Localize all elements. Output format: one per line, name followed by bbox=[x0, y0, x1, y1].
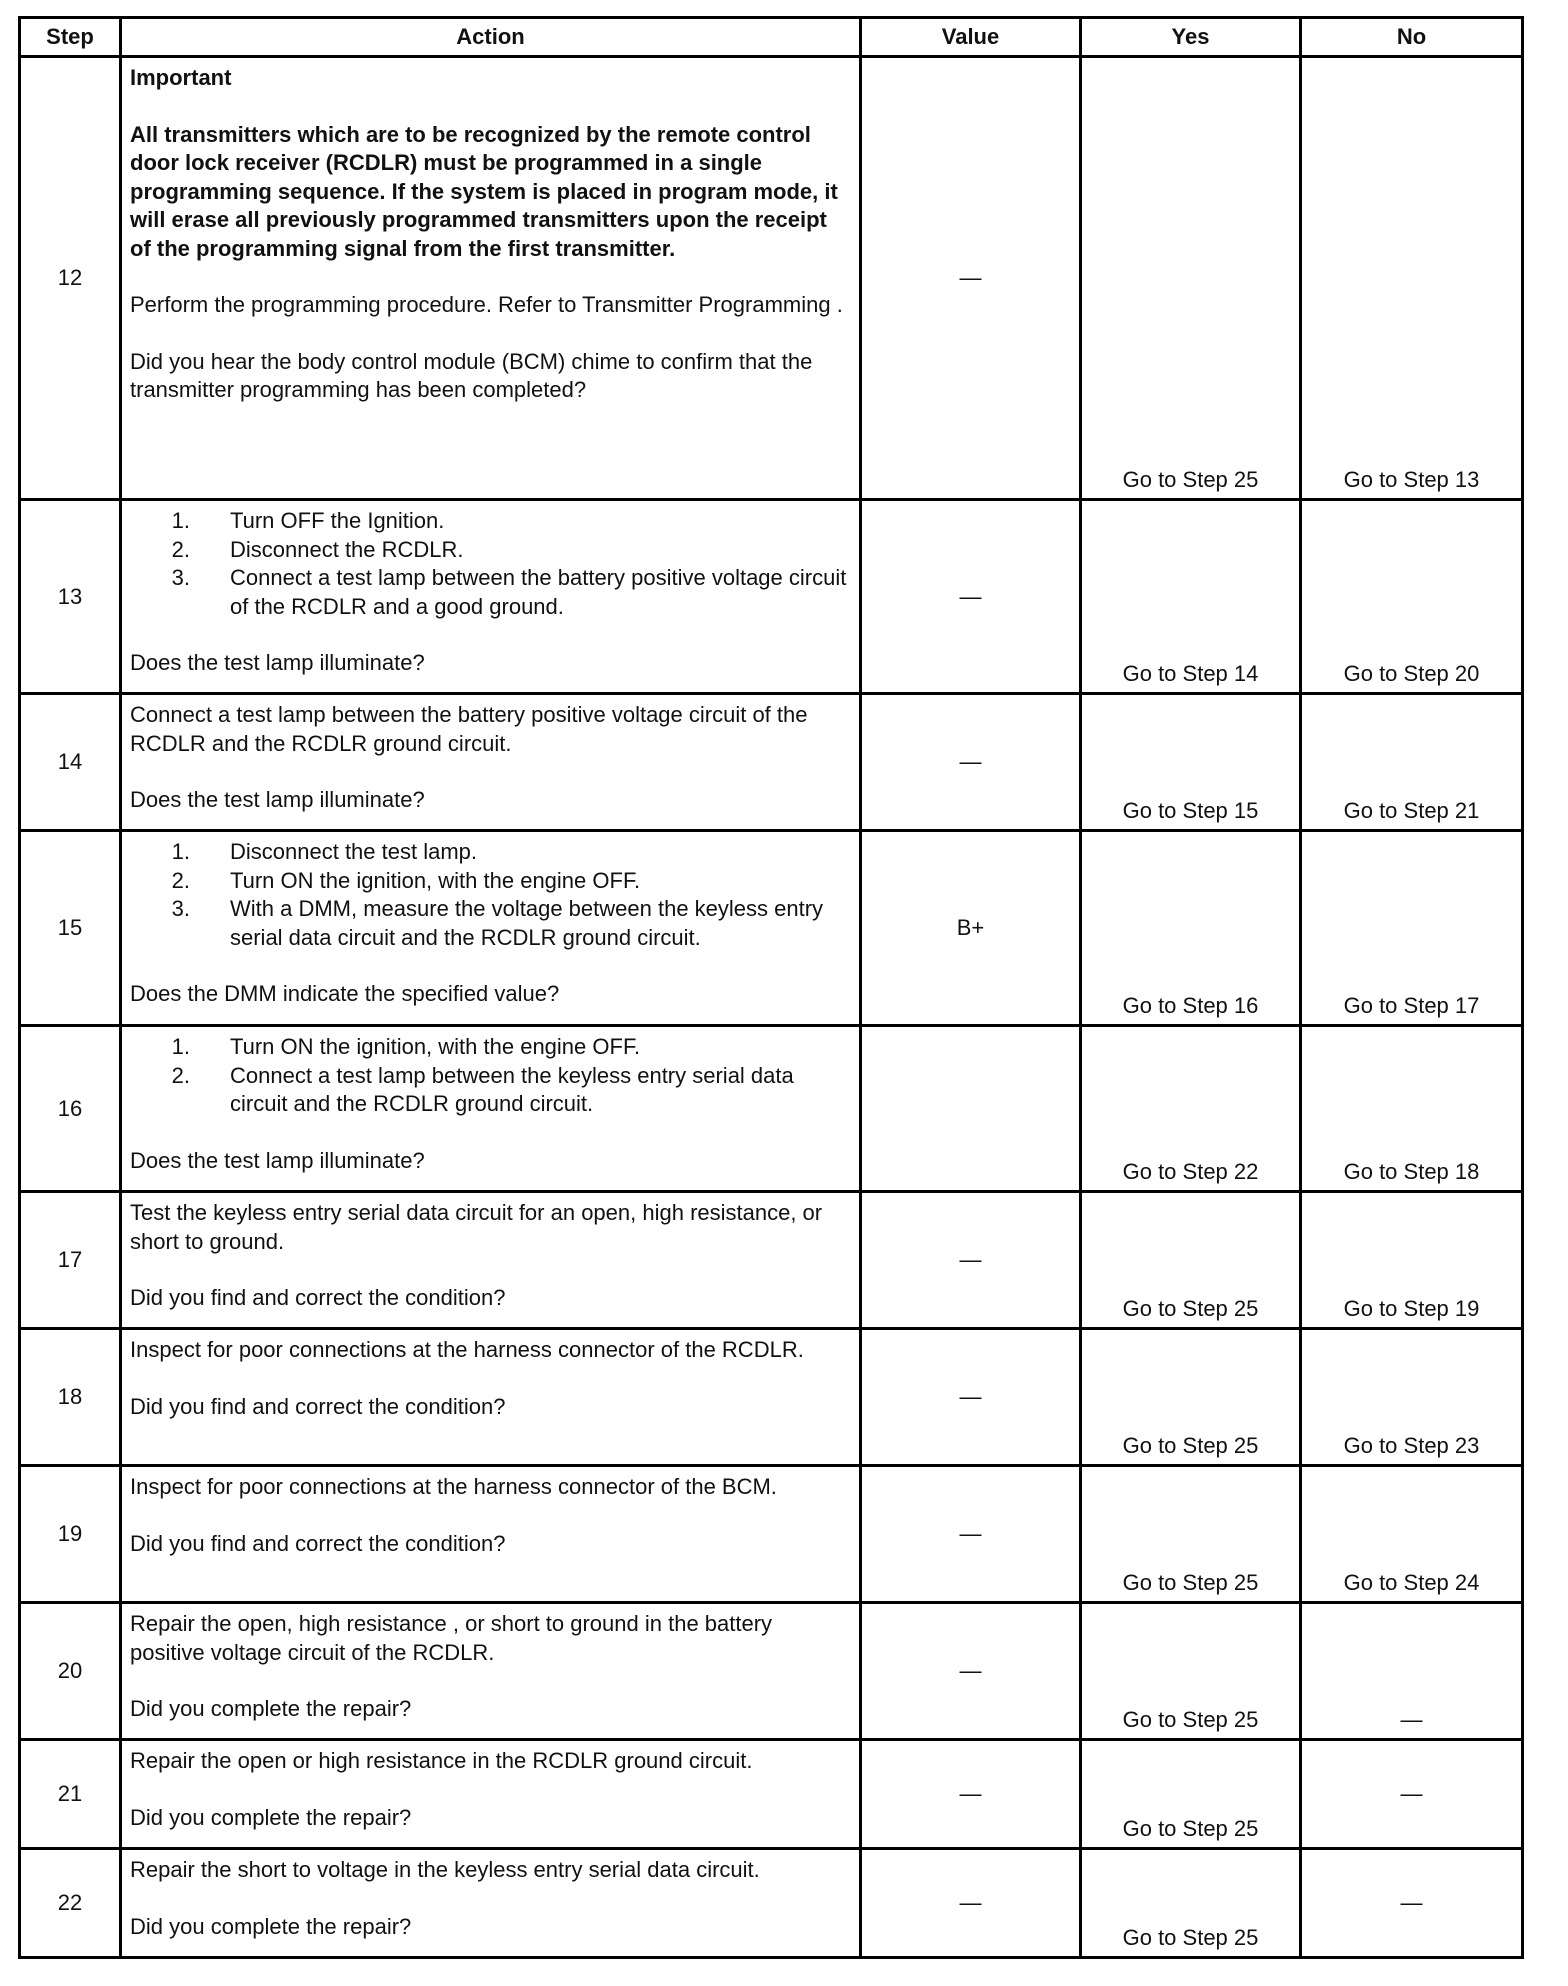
table-row bbox=[20, 694, 1523, 831]
action-cell bbox=[121, 1466, 861, 1603]
value-cell: — bbox=[861, 1740, 1081, 1849]
action-cell bbox=[121, 1026, 861, 1192]
action-cell bbox=[121, 831, 861, 1026]
step-number: 21 bbox=[20, 1740, 121, 1849]
step-number: 14 bbox=[20, 694, 121, 831]
yes-cell: Go to Step 25 bbox=[1081, 1192, 1301, 1329]
action-text: Repair the open, high resistance , or short to ground in the battery positive voltage circuit of the RCDLR. bbox=[130, 1611, 773, 1665]
action-cell bbox=[121, 1849, 861, 1958]
action-text: Inspect for poor connections at the harness connector of the RCDLR. bbox=[130, 1337, 804, 1362]
value-cell: — bbox=[861, 57, 1081, 500]
list-item: 1. Disconnect the test lamp. bbox=[171, 839, 478, 864]
no-cell: Go to Step 19 bbox=[1301, 1192, 1523, 1329]
table-row bbox=[20, 57, 1523, 500]
table-row bbox=[20, 1329, 1523, 1466]
no-cell: Go to Step 20 bbox=[1301, 500, 1523, 694]
header-yes: Yes bbox=[1081, 18, 1301, 57]
yes-cell: Go to Step 16 bbox=[1081, 831, 1301, 1026]
value-cell: — bbox=[861, 1849, 1081, 1958]
header-no: No bbox=[1301, 18, 1523, 57]
action-question: Did you find and correct the condition? bbox=[130, 1285, 506, 1310]
action-question: Did you complete the repair? bbox=[130, 1913, 412, 1939]
header-step: Step bbox=[20, 18, 121, 57]
action-text: Repair the open or high resistance in the RCDLR ground circuit. bbox=[130, 1748, 753, 1773]
yes-cell: Go to Step 15 bbox=[1081, 694, 1301, 831]
action-question: Did you find and correct the condition? bbox=[130, 1530, 506, 1556]
step-number: 16 bbox=[20, 1026, 121, 1192]
table-row bbox=[20, 831, 1523, 1026]
list-item: 3. With a DMM, measure the voltage between the keyless entry serial data circuit and the RCDLR ground circuit. bbox=[171, 896, 824, 950]
no-cell: Go to Step 23 bbox=[1301, 1329, 1523, 1466]
no-cell: — bbox=[1301, 1849, 1523, 1958]
yes-cell: Go to Step 22 bbox=[1081, 1026, 1301, 1192]
action-list bbox=[130, 838, 851, 952]
important-body: All transmitters which are to be recognized by the remote control door lock receiver (RCDLR) must be programmed in a single programming sequence. If the system is placed in program mode, it will erase all previously programmed transmitters upon the receipt of the programming signal from the first transmitter. bbox=[130, 121, 838, 261]
header-action: Action bbox=[121, 18, 861, 57]
list-item: 2. Connect a test lamp between the keyless entry serial data circuit and the RCDLR ground circuit. bbox=[171, 1062, 794, 1116]
no-cell: — bbox=[1301, 1740, 1523, 1849]
list-item: 2. Turn ON the ignition, with the engine OFF. bbox=[171, 867, 641, 893]
yes-cell: Go to Step 25 bbox=[1081, 1466, 1301, 1603]
value-cell: — bbox=[861, 500, 1081, 694]
action-text: Test the keyless entry serial data circuit for an open, high resistance, or short to ground. bbox=[130, 1200, 823, 1254]
value-cell: — bbox=[861, 1192, 1081, 1329]
step-number: 15 bbox=[20, 831, 121, 1026]
action-question: Did you hear the body control module (BCM) chime to confirm that the transmitter programming has been completed? bbox=[130, 348, 813, 402]
action-cell bbox=[121, 500, 861, 694]
yes-cell: Go to Step 25 bbox=[1081, 1849, 1301, 1958]
action-question: Does the test lamp illuminate? bbox=[130, 650, 425, 675]
action-list bbox=[130, 507, 851, 621]
yes-cell: Go to Step 25 bbox=[1081, 1603, 1301, 1740]
no-cell: Go to Step 24 bbox=[1301, 1466, 1523, 1603]
value-cell: — bbox=[861, 1329, 1081, 1466]
action-cell bbox=[121, 1603, 861, 1740]
important-title: Important bbox=[130, 65, 232, 90]
table-row bbox=[20, 1849, 1523, 1958]
table-row bbox=[20, 500, 1523, 694]
action-question: Does the test lamp illuminate? bbox=[130, 787, 425, 812]
header-value: Value bbox=[861, 18, 1081, 57]
no-cell: Go to Step 17 bbox=[1301, 831, 1523, 1026]
action-cell bbox=[121, 1192, 861, 1329]
step-number: 19 bbox=[20, 1466, 121, 1603]
no-cell: Go to Step 13 bbox=[1301, 57, 1523, 500]
value-cell: — bbox=[861, 1466, 1081, 1603]
yes-cell: Go to Step 14 bbox=[1081, 500, 1301, 694]
action-text: Connect a test lamp between the battery positive voltage circuit of the RCDLR and the RCDLR ground circuit. bbox=[130, 702, 808, 756]
list-item: 1. Turn ON the ignition, with the engine OFF. bbox=[171, 1034, 641, 1059]
diagnostic-table bbox=[18, 16, 1524, 1959]
step-number: 20 bbox=[20, 1603, 121, 1740]
table-row bbox=[20, 1740, 1523, 1849]
action-cell bbox=[121, 57, 861, 500]
yes-cell: Go to Step 25 bbox=[1081, 57, 1301, 500]
value-cell: B+ bbox=[861, 831, 1081, 1026]
action-cell bbox=[121, 1329, 861, 1466]
value-cell: — bbox=[861, 694, 1081, 831]
action-question: Did you complete the repair? bbox=[130, 1696, 412, 1721]
step-number: 17 bbox=[20, 1192, 121, 1329]
action-text: Inspect for poor connections at the harness connector of the BCM. bbox=[130, 1474, 777, 1499]
step-number: 22 bbox=[20, 1849, 121, 1958]
no-cell: Go to Step 18 bbox=[1301, 1026, 1523, 1192]
list-item: 3. Connect a test lamp between the battery positive voltage circuit of the RCDLR and a good ground. bbox=[171, 565, 847, 619]
yes-cell: Go to Step 25 bbox=[1081, 1740, 1301, 1849]
action-list bbox=[130, 1033, 851, 1119]
list-item: 1. Turn OFF the Ignition. bbox=[171, 508, 445, 533]
yes-cell: Go to Step 25 bbox=[1081, 1329, 1301, 1466]
action-cell bbox=[121, 694, 861, 831]
header-row bbox=[20, 18, 1523, 57]
step-number: 18 bbox=[20, 1329, 121, 1466]
no-cell: Go to Step 21 bbox=[1301, 694, 1523, 831]
action-question: Did you find and correct the condition? bbox=[130, 1393, 506, 1419]
action-text: Perform the programming procedure. Refer to Transmitter Programming . bbox=[130, 292, 843, 317]
step-number: 12 bbox=[20, 57, 121, 500]
table-row bbox=[20, 1466, 1523, 1603]
action-question: Does the DMM indicate the specified value? bbox=[130, 981, 560, 1006]
list-item: 2. Disconnect the RCDLR. bbox=[171, 536, 464, 562]
table-row bbox=[20, 1026, 1523, 1192]
table-row bbox=[20, 1603, 1523, 1740]
step-number: 13 bbox=[20, 500, 121, 694]
action-question: Did you complete the repair? bbox=[130, 1804, 412, 1830]
action-question: Does the test lamp illuminate? bbox=[130, 1147, 425, 1173]
action-text: Repair the short to voltage in the keyless entry serial data circuit. bbox=[130, 1857, 760, 1882]
action-cell bbox=[121, 1740, 861, 1849]
value-cell bbox=[861, 1026, 1081, 1192]
value-cell: — bbox=[861, 1603, 1081, 1740]
no-cell: — bbox=[1301, 1603, 1523, 1740]
table-row bbox=[20, 1192, 1523, 1329]
